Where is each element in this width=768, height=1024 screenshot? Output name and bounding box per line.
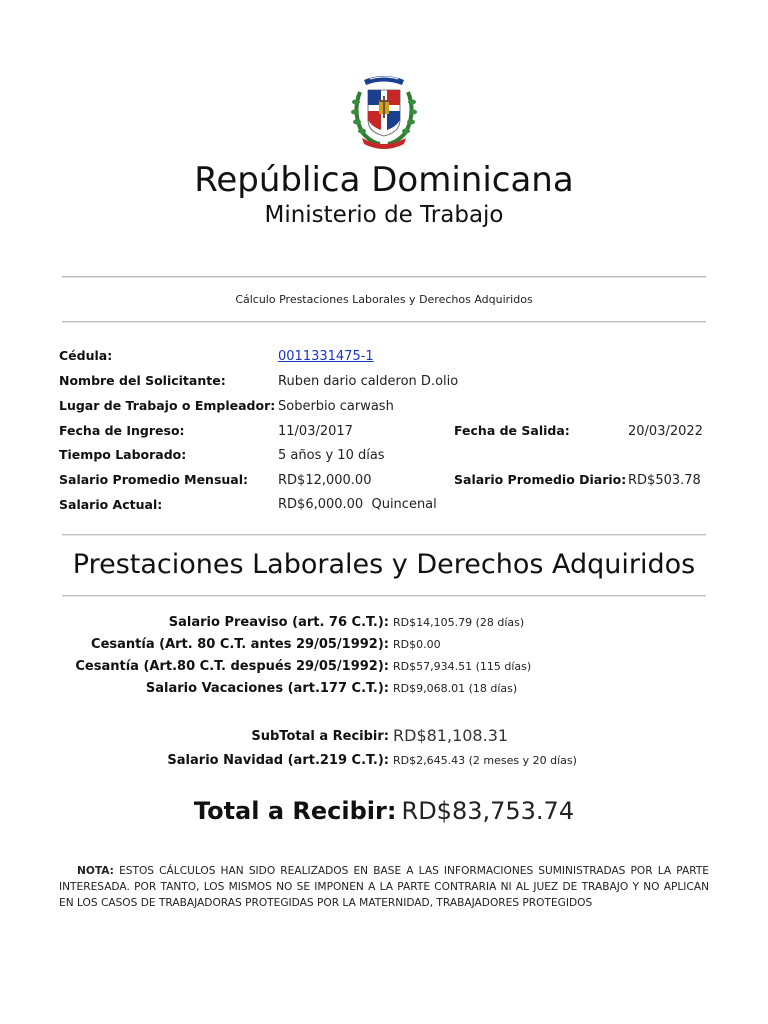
lugar-label: Lugar de Trabajo o Empleador:: [59, 398, 276, 413]
ministry-title: Ministerio de Trabajo: [264, 202, 504, 228]
total-row: [0, 797, 768, 825]
cesantia-despues-value: RD$57,934.51 (115 días): [393, 660, 532, 673]
divider: [62, 595, 706, 597]
country-title: República Dominicana: [194, 160, 574, 200]
salida-value: 20/03/2022: [628, 424, 703, 439]
ingreso-label: Fecha de Ingreso:: [59, 423, 185, 438]
cesantia-antes-label: Cesantía (Art. 80 C.T. antes 29/05/1992):: [91, 637, 389, 652]
navidad-label: Salario Navidad (art.219 C.T.):: [167, 753, 389, 768]
diario-label: Salario Promedio Diario:: [454, 472, 627, 487]
salida-label: Fecha de Salida:: [454, 423, 570, 438]
tiempo-label: Tiempo Laborado:: [59, 447, 187, 462]
subtotal-value: RD$81,108.31: [393, 726, 509, 745]
vacaciones-label: Salario Vacaciones (art.177 C.T.):: [145, 681, 389, 696]
cesantia-antes-value: RD$0.00: [393, 638, 441, 651]
vacaciones-value: RD$9,068.01 (18 días): [393, 682, 518, 695]
ingreso-value: 11/03/2017: [278, 424, 353, 439]
disclaimer-note: [59, 863, 709, 911]
cesantia-despues-label: Cesantía (Art.80 C.T. después 29/05/1992):: [75, 659, 389, 674]
benefits-heading: Prestaciones Laborales y Derechos Adquiridos: [72, 549, 696, 580]
preaviso-value: RD$14,105.79 (28 días): [393, 616, 525, 629]
section-caption: Cálculo Prestaciones Laborales y Derechos Adquiridos: [235, 293, 533, 306]
actual-value: RD$6,000.00 Quincenal: [278, 497, 437, 512]
mensual-label: Salario Promedio Mensual:: [59, 472, 249, 487]
actual-label: Salario Actual:: [59, 497, 163, 512]
lugar-value: Soberbio carwash: [278, 399, 394, 414]
mensual-value: RD$12,000.00: [278, 473, 372, 488]
subtotal-label: SubTotal a Recibir:: [251, 729, 389, 744]
nombre-value: Ruben dario calderon D.olio: [278, 374, 459, 389]
cedula-label: Cédula:: [59, 348, 113, 363]
cedula-link[interactable]: 0011331475-1: [278, 349, 374, 364]
divider: [62, 276, 706, 278]
tiempo-value: 5 años y 10 días: [278, 448, 385, 463]
divider: [62, 534, 706, 536]
divider: [62, 321, 706, 323]
diario-value: RD$503.78: [628, 473, 701, 488]
coat-of-arms-icon: [346, 70, 422, 152]
nombre-label: Nombre del Solicitante:: [59, 373, 226, 388]
note-text: ESTOS CÁLCULOS HAN SIDO REALIZADOS EN BASE A LAS INFORMACIONES SUMINISTRADAS POR LA PARTE INTERESADA. POR TANTO, LOS MISMOS NO SE IMPONEN A LA PARTE CONTRARIA NI AL JUEZ DE TRABAJO Y NO APLICAN EN LOS CASOS DE TRABAJADORAS PROTEGIDAS POR LA MATERNIDAD, TRABAJADORES PROTEGIDOS: [59, 865, 709, 909]
total-label: Total a Recibir:: [193, 797, 397, 825]
note-label: NOTA:: [77, 865, 114, 877]
navidad-value: RD$2,645.43 (2 meses y 20 días): [393, 754, 577, 767]
preaviso-label: Salario Preaviso (art. 76 C.T.):: [168, 615, 389, 630]
total-value: RD$83,753.74: [401, 797, 575, 825]
